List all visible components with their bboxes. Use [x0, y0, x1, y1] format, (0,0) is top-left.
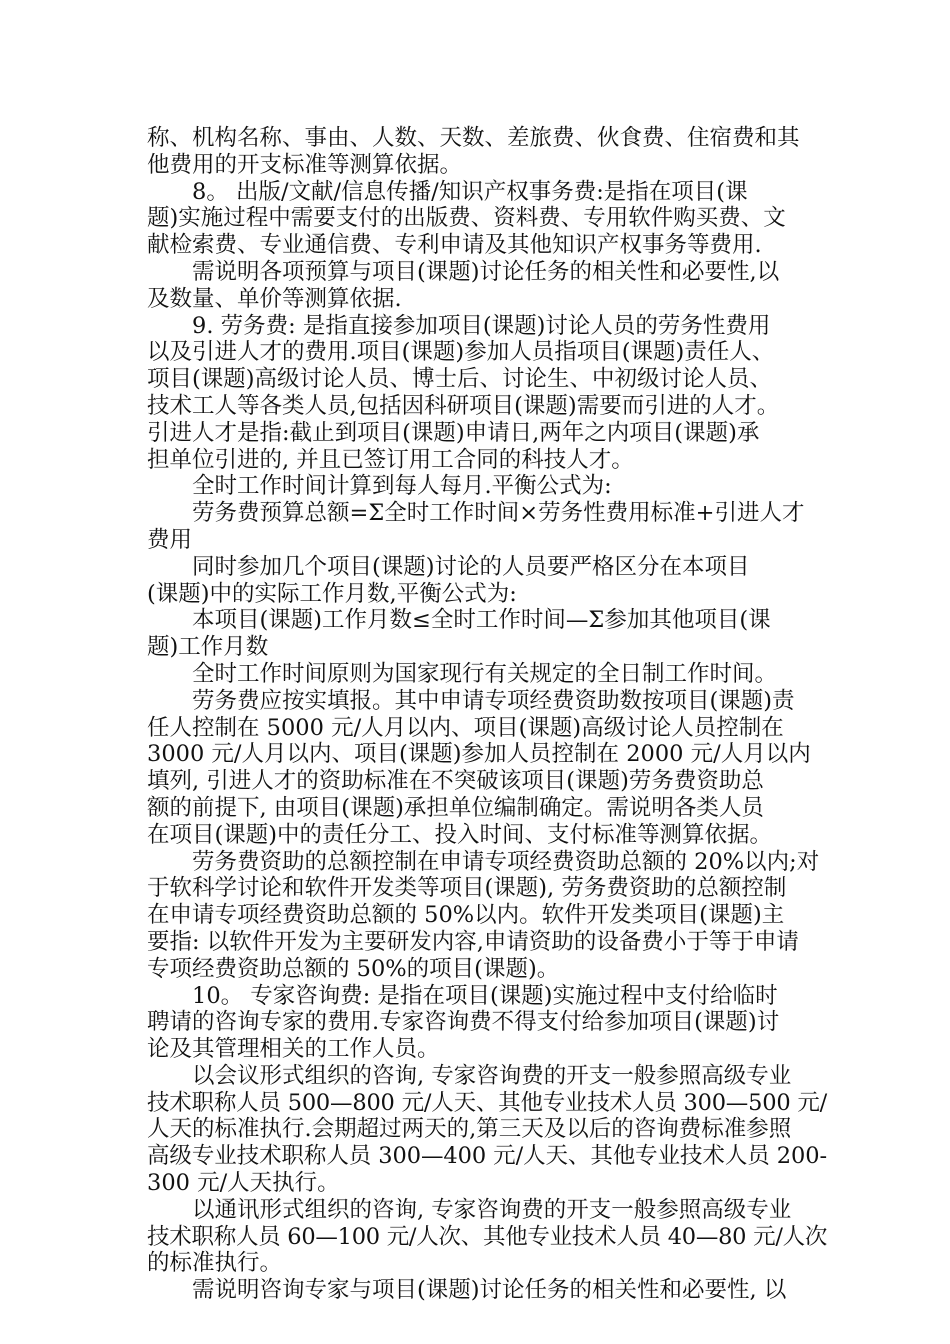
text-line: 以及引进人才的费用.项目(课题)参加人员指项目(课题)责任人、 [147, 339, 775, 366]
text-line: 9. 劳务费: 是指直接参加项目(课题)讨论人员的劳务性费用 [192, 312, 771, 339]
text-line: 称、机构名称、事由、人数、天数、差旅费、伙食费、住宿费和其 [147, 125, 800, 151]
text-line: 他费用的开支标准等测算依据。 [147, 151, 463, 178]
text-line: 人天的标准执行.会期超过两天的,第三天及以后的咨询费标准参照 [147, 1116, 792, 1143]
text-line: 题)工作月数 [147, 634, 269, 661]
text-line: 3000 元/人月以内、项目(课题)参加人员控制在 2000 元/人月以内 [147, 741, 811, 768]
text-line: 任人控制在 5000 元/人月以内、项目(课题)高级讨论人员控制在 [147, 714, 784, 741]
text-line: 担单位引进的, 并且已签订用工合同的科技人才。 [147, 446, 634, 473]
text-line: 技术职称人员 60—100 元/人次、其他专业技术人员 40—80 元/人次 [147, 1223, 828, 1250]
text-line: 技术职称人员 500—800 元/人天、其他专业技术人员 300—500 元/ [147, 1089, 828, 1116]
text-line: 项目(课题)高级讨论人员、博士后、讨论生、中初级讨论人员、 [147, 366, 773, 393]
text-line: 献检索费、专业通信费、专利申请及其他知识产权事务等费用. [147, 232, 762, 259]
text-line: 300 元/人天执行。 [147, 1170, 340, 1197]
text-line: 同时参加几个项目(课题)讨论的人员要严格区分在本项目 [192, 553, 750, 580]
text-line: 的标准执行。 [147, 1250, 283, 1277]
text-line: 10。 专家咨询费: 是指在项目(课题)实施过程中支付给临时 [192, 982, 778, 1009]
text-line: 费用 [147, 526, 193, 553]
text-line: 以会议形式组织的咨询, 专家咨询费的开支一般参照高级专业 [192, 1062, 792, 1089]
document-body [147, 125, 827, 1304]
text-line: 额的前提下, 由项目(课题)承担单位编制确定。需说明各类人员 [147, 794, 764, 821]
text-line: 及数量、单价等测算依据. [147, 285, 402, 312]
text-line: 要指: 以软件开发为主要研发内容,申请资助的设备费小于等于申请 [147, 928, 799, 955]
text-line: 劳务费资助的总额控制在申请专项经费资助总额的 20%以内;对 [192, 848, 820, 875]
text-line: 论及其管理相关的工作人员。 [147, 1036, 440, 1063]
text-line: 填列, 引进人才的资助标准在不突破该项目(课题)劳务费资助总 [147, 768, 764, 795]
text-line: (课题)中的实际工作月数,平衡公式为: [147, 580, 517, 607]
text-line: 需说明各项预算与项目(课题)讨论任务的相关性和必要性,以 [192, 258, 780, 285]
text-line: 劳务费预算总额=Σ全时工作时间×劳务性费用标准+引进人才 [192, 500, 805, 527]
text-line: 以通讯形式组织的咨询, 专家咨询费的开支一般参照高级专业 [192, 1196, 792, 1223]
text-line: 需说明咨询专家与项目(课题)讨论任务的相关性和必要性, 以 [192, 1277, 787, 1304]
text-line: 本项目(课题)工作月数≤全时工作时间—Σ参加其他项目(课 [192, 607, 771, 634]
text-line: 于软科学讨论和软件开发类等项目(课题), 劳务费资助的总额控制 [147, 875, 787, 902]
text-line: 聘请的咨询专家的费用.专家咨询费不得支付给参加项目(课题)讨 [147, 1009, 780, 1036]
text-line: 题)实施过程中需要支付的出版费、资料费、专用软件购买费、文 [147, 205, 786, 232]
text-line: 全时工作时间计算到每人每月.平衡公式为: [192, 473, 612, 500]
text-line: 劳务费应按实填报。其中申请专项经费资助数按项目(课题)责 [192, 687, 795, 714]
text-line: 在申请专项经费资助总额的 50%以内。软件开发类项目(课题)主 [147, 902, 785, 929]
text-line: 全时工作时间原则为国家现行有关规定的全日制工作时间。 [192, 660, 778, 687]
text-line: 技术工人等各类人员,包括因科研项目(课题)需要而引进的人才。 [147, 392, 780, 419]
text-line: 在项目(课题)中的责任分工、投入时间、支付标准等测算依据。 [147, 821, 773, 848]
text-line: 引进人才是指:截止到项目(课题)申请日,两年之内项目(课题)承 [147, 419, 760, 446]
text-line: 专项经费资助总额的 50%的项目(课题)。 [147, 955, 560, 982]
text-line: 高级专业技术职称人员 300—400 元/人天、其他专业技术人员 200- [147, 1143, 827, 1170]
text-line: 8。 出版/文献/信息传播/知识产权事务费:是指在项目(课 [192, 178, 748, 205]
